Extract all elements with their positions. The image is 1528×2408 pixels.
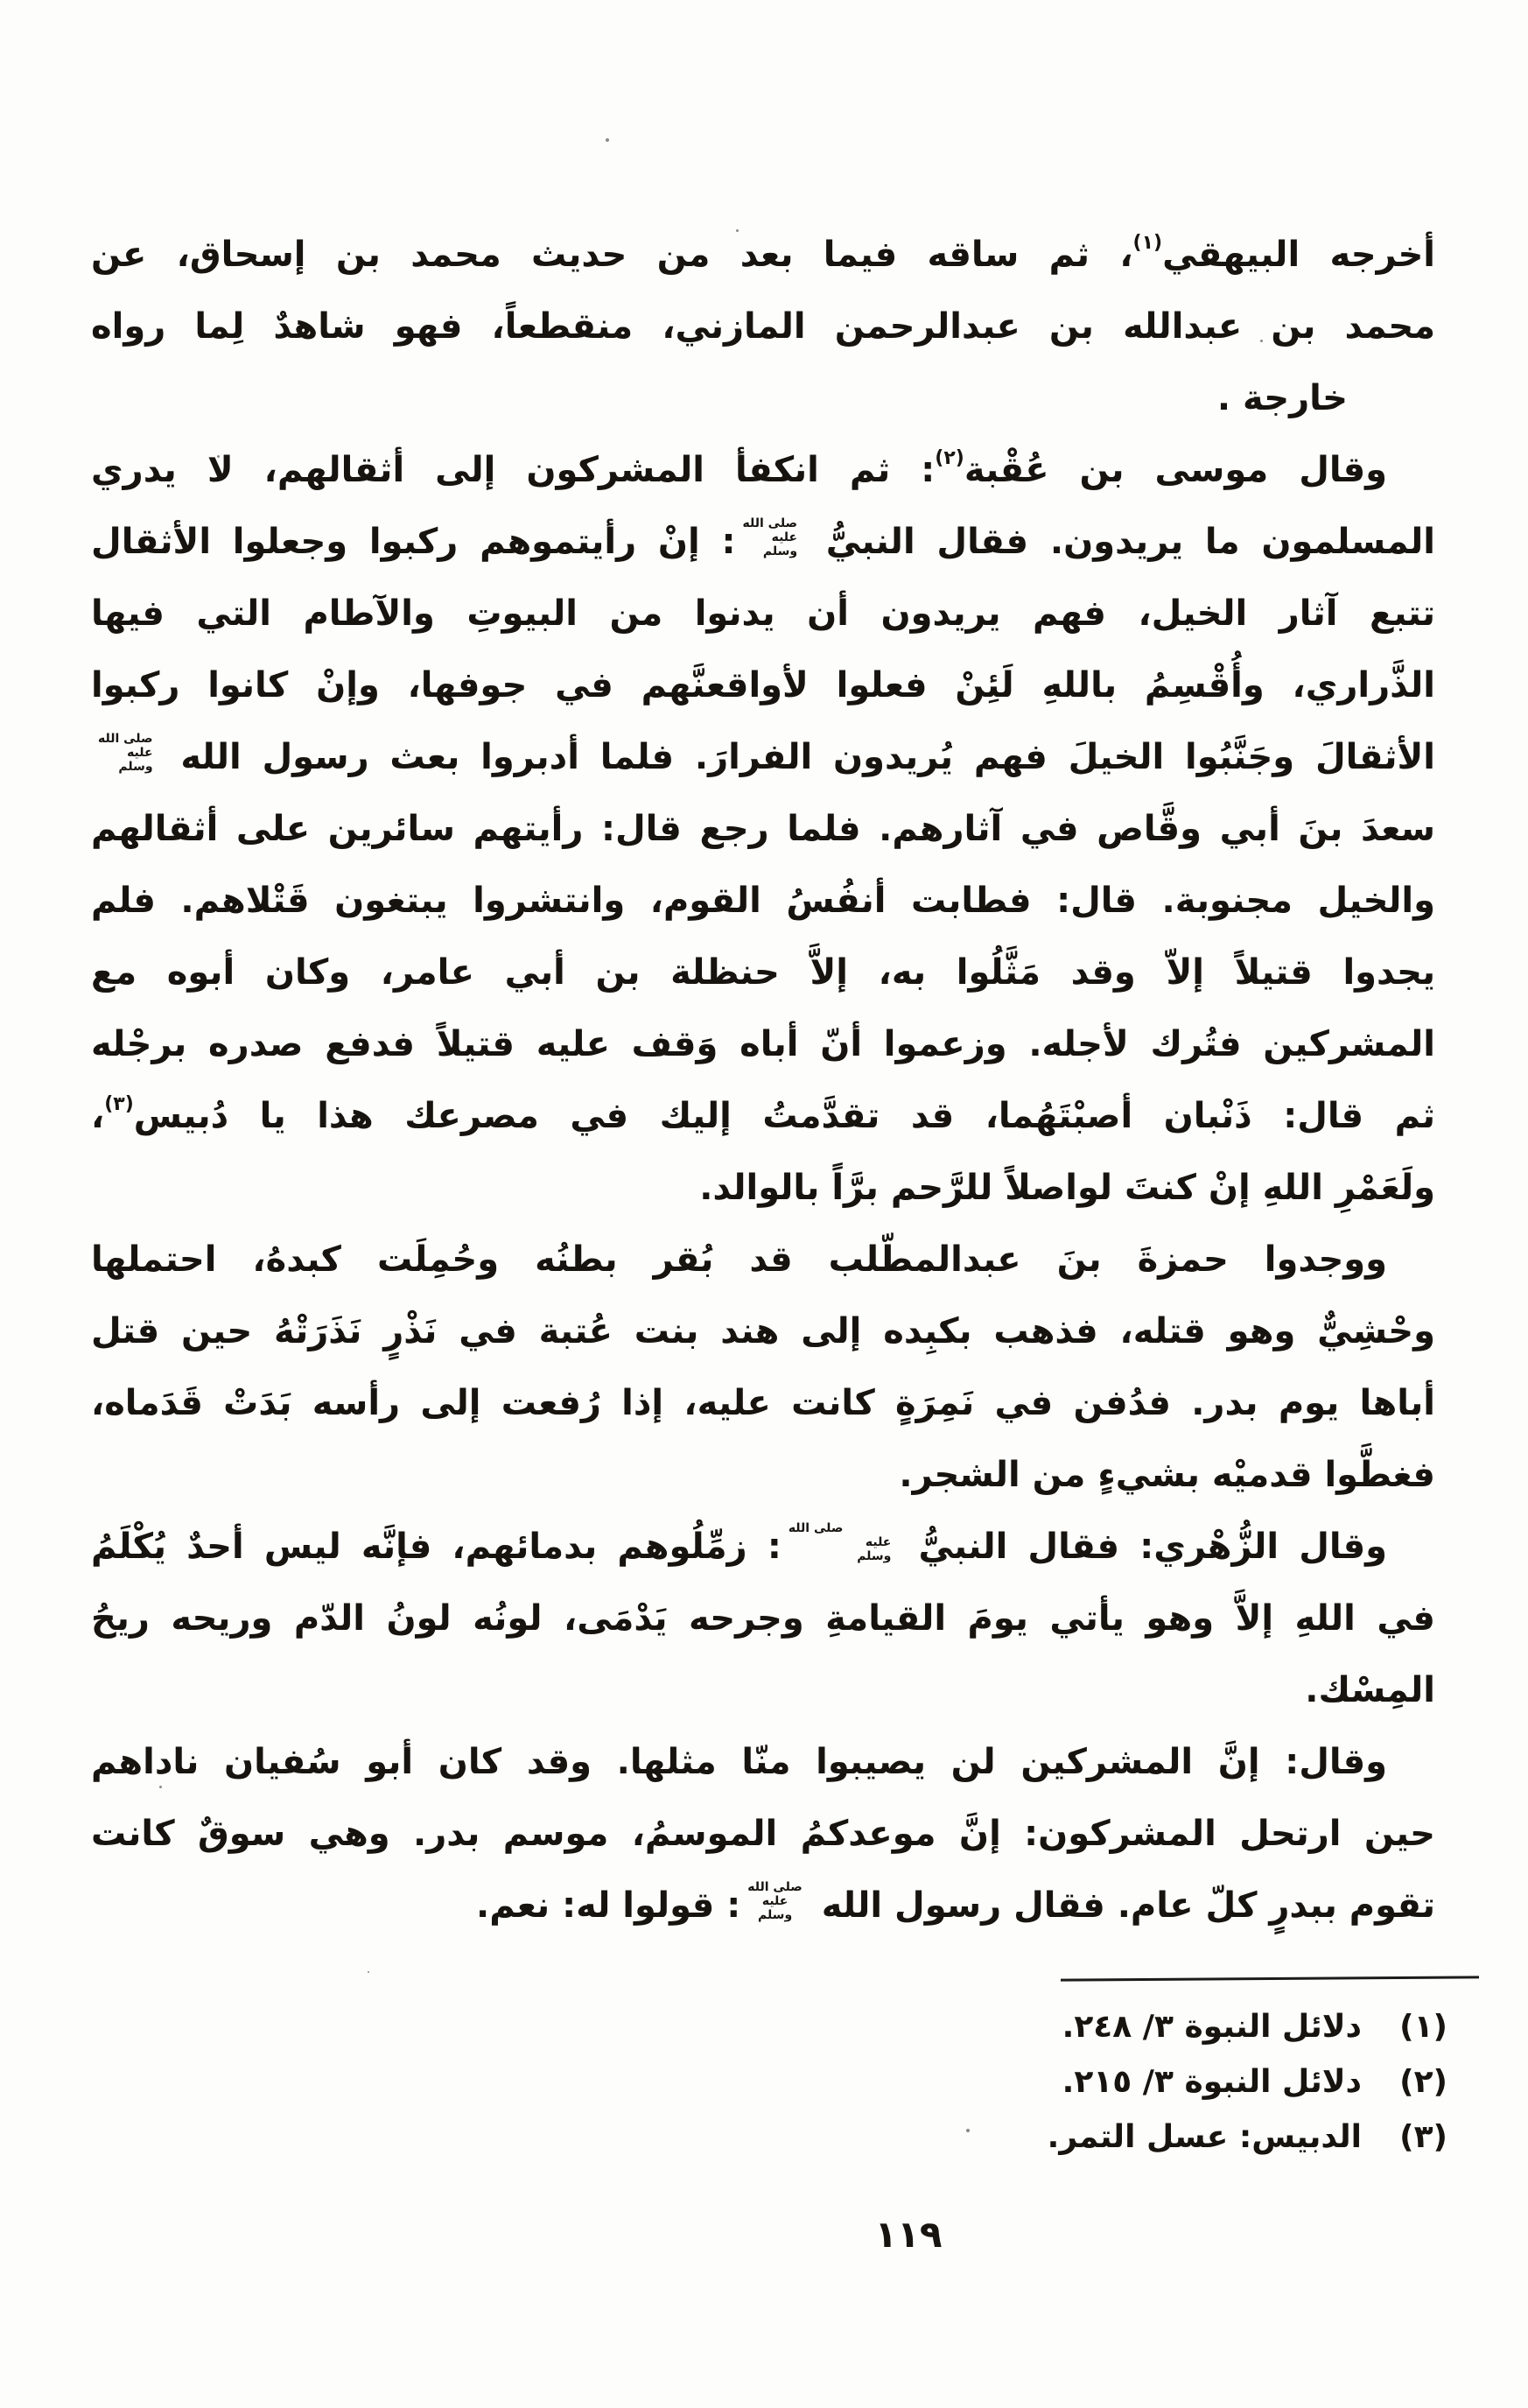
text-block: [91, 219, 1435, 1941]
sallallahu-alayhi-wasallam-mark: صلى الله عليه وسلم: [747, 1880, 803, 1922]
footnote-item: [91, 2110, 1447, 2165]
text-line: في اللهِ إلاَّ وهو يأتي يومَ القيامةِ وجرحه يَدْمَى، لونُه لونُ الدّم وريحه ريحُ: [91, 1598, 1435, 1639]
footnote-ref: (١): [1132, 232, 1163, 254]
paragraph: [91, 434, 1435, 1224]
text-line: المسلمون ما يريدون. فقال النبيُّ صلى الله عليه وسلم: إنْ رأيتموهم ركبوا وجعلوا الأثقال: [91, 516, 1435, 562]
text-line: ولَعَمْرِ اللهِ إنْ كنتَ لواصلاً للرَّحم برَّاً بالوالد.: [699, 1168, 1435, 1208]
text-line: ووجدوا حمزةَ بنَ عبدالمطّلب قد بُقر بطنُه وحُمِلَت كبدهُ، احتملها: [91, 1239, 1387, 1280]
text-line: أخرجه البيهقي$^{(١)}$، ثم ساقه فيما بعد من حديث محمد بن إسحاق، عن: [91, 232, 1435, 275]
footnote-ref: (٣): [104, 1093, 134, 1115]
scan-speck: [606, 138, 609, 142]
text-line: ثم قال: ذَنْبان أصبْتَهُما، قد تقدَّمتُ إليك في مصرعك هذا يا دُبيس$^{(٣)}$،: [91, 1093, 1435, 1136]
footnote-marker: (٢): [1399, 2064, 1447, 2100]
footnote-text: الدبيس: عسل التمر.: [1047, 2119, 1362, 2155]
footnote-text: دلائل النبوة ٣/ ٢٤٨.: [1062, 2009, 1362, 2045]
text-line: والخيل مجنوبة. قال: فطابت أنفُسُ القوم، وانتشروا يبتغون قَتْلاهم. فلم: [91, 881, 1435, 921]
text-line: تتبع آثار الخيل، فهم يريدون أن يدنوا من البيوتِ والآطام التي فيها: [91, 593, 1435, 634]
footnote-ref: (٢): [935, 447, 964, 469]
text-line: فغطَّوا قدميْه بشيءٍ من الشجر.: [899, 1455, 1435, 1495]
text-line: الأثقالَ وجَنَّبُوا الخيلَ فهم يُريدون الفرارَ. فلما أدبروا بعث رسول الله صلى الله عليه وسلم: [98, 732, 1435, 777]
text-line: حين ارتحل المشركون: إنَّ موعدكمُ الموسمُ، موسم بدر. وهي سوقٌ كانت: [91, 1814, 1435, 1854]
text-line: المِسْك.: [1305, 1670, 1435, 1710]
text-line: وقال موسى بن عُقْبة$^{(٢)}$: ثم انكفأ المشركون إلى أثقالهم، لا يدري: [91, 447, 1388, 490]
text-line: سعدَ بنَ أبي وقَّاص في آثارهم. فلما رجع قال: رأيتهم سائرين على أثقالهم: [91, 809, 1435, 849]
paragraph: [91, 1224, 1435, 1511]
paragraph: [91, 1511, 1435, 1726]
text-line: وقال: إنَّ المشركين لن يصيبوا منّا مثلها. وقد كان أبو سُفيان ناداهم: [91, 1742, 1387, 1782]
paragraph: [91, 1726, 1435, 1941]
text-line: محمد بن عبدالله بن عبدالرحمن المازني، منقطعاً، فهو شاهدٌ لِما رواه: [91, 306, 1435, 347]
footnote-item: [91, 2054, 1447, 2110]
text-line: وقال الزُّهْري: فقال النبيُّ صلى الله عليه وسلم: زمِّلُوهم بدمائهم، فإنَّه ليس أحدٌ يُكْلَمُ: [91, 1521, 1387, 1567]
footnote-marker: (١): [1399, 2009, 1447, 2045]
text-line: تقوم ببدرٍ كلّ عام. فقال رسول الله صلى الله عليه وسلم: قولوا له: نعم.: [476, 1880, 1435, 1926]
text-line: وحْشِيٌّ وهو قتله، فذهب بكبِده إلى هند بنت عُتبة في نَذْرٍ نَذَرَتْهُ حين قتل: [91, 1311, 1435, 1351]
text-line: المشركين فتُرك لأجله. وزعموا أنّ أباه وَقف عليه قتيلاً فدفع صدره برجْله: [91, 1024, 1435, 1064]
page-number: ١١٩: [874, 2213, 943, 2256]
sallallahu-alayhi-wasallam-mark: صلى الله عليه وسلم: [98, 732, 153, 774]
footnotes-list: [91, 1999, 1447, 2165]
scan-speck: [368, 1971, 369, 1973]
footnote-text: دلائل النبوة ٣/ ٢١٥.: [1062, 2064, 1362, 2100]
footnote-separator: [1061, 1976, 1479, 1981]
sallallahu-alayhi-wasallam-mark: صلى الله عليه وسلم: [742, 516, 798, 558]
text-line: الذَّراري، وأُقْسِمُ باللهِ لَئِنْ فعلوا لأواقعنَّهم في جوفها، وإنْ كانوا ركبوا: [91, 665, 1435, 706]
text-line: يجدوا قتيلاً إلاّ وقد مَثَّلُوا به، إلاَّ حنظلة بن أبي عامر، وكان أبوه مع: [91, 952, 1435, 993]
page-number-wrap: [0, 2213, 1528, 2256]
footnote-item: [91, 1999, 1447, 2054]
paragraph: [91, 219, 1435, 434]
text-line: أباها يوم بدر. فدُفن في نَمِرَةٍ كانت عليه، إذا رُفعت إلى رأسه بَدَتْ قَدَماه،: [91, 1383, 1435, 1423]
footnote-marker: (٣): [1399, 2119, 1447, 2155]
text-line: خارجة .: [1216, 378, 1348, 418]
sallallahu-alayhi-wasallam-mark: صلى الله عليه وسلم: [788, 1521, 892, 1563]
